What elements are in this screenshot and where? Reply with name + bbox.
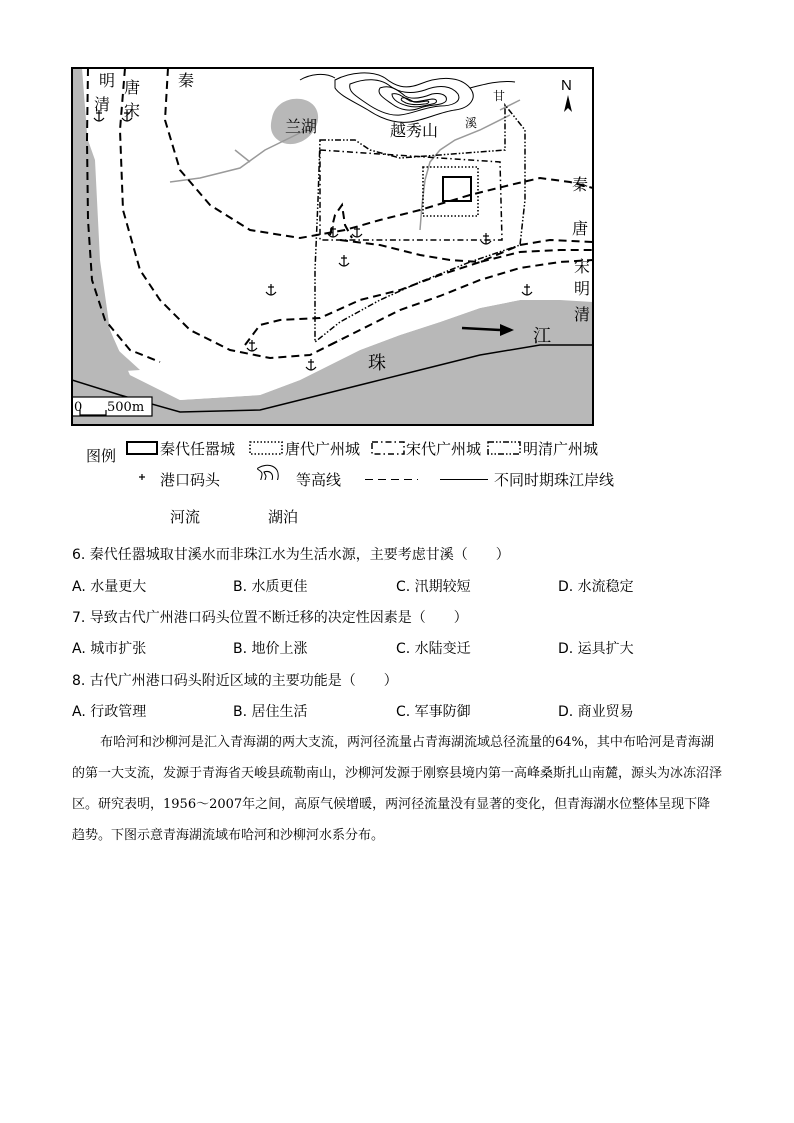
label-north: N [561,77,572,94]
label-zhu: 珠 [368,353,386,374]
label-gan: 甘 [493,89,506,103]
question-7-stem: 7. 导致古代广州港口码头位置不断迁移的决定性因素是（ ） [72,610,468,626]
question-6-stem: 6. 秦代任嚣城取甘溪水而非珠江水为生活水源，主要考虑甘溪（ ） [72,547,510,563]
legend-song-symbol [372,442,404,454]
question-7-option-a[interactable]: A. 城市扩张 [72,641,147,657]
question-8-stem: 8. 古代广州港口码头附近区域的主要功能是（ ） [72,673,398,689]
question-6-option-a[interactable]: A. 水量更大 [72,579,147,595]
question-6-option-c[interactable]: C. 汛期较短 [396,579,471,595]
legend-river: 河流 [170,508,201,526]
label-qing-right: 清 [574,305,591,324]
question-7-option-b[interactable]: B. 地价上涨 [233,641,308,657]
tang-city-outline [423,167,478,216]
question-6-option-b[interactable]: B. 水质更佳 [233,579,308,595]
label-ming-left: 明 [99,71,116,90]
legend-song-city: 宋代广州城 [406,440,482,458]
legend-contour: 等高线 [296,471,342,489]
legend-anchor-icon [137,474,147,480]
legend-tang-symbol [250,442,282,454]
label-yuexiushan: 越秀山 [390,121,439,140]
question-6-option-d[interactable]: D. 水流稳定 [558,579,634,595]
legend-tang-city: 唐代广州城 [285,440,361,458]
question-7-option-d[interactable]: D. 运具扩大 [558,641,634,657]
label-qin-left: 秦 [178,71,195,90]
label-scale: 500m [107,400,145,415]
question-8-option-a[interactable]: A. 行政管理 [72,704,147,720]
label-song-left: 宋 [124,101,141,120]
qin-city-outline [443,177,471,201]
question-8-option-b[interactable]: B. 居住生活 [233,704,308,720]
song-city-outline [320,150,502,240]
yuexiu-contours [300,73,515,122]
guangzhou-historical-map [0,0,794,480]
label-xi: 溪 [465,116,478,130]
question-8-option-d[interactable]: D. 商业贸易 [558,704,634,720]
question-8-option-c[interactable]: C. 军事防御 [396,704,471,720]
legend-title: 图例 [86,447,117,465]
label-song-right: 宋 [574,257,591,276]
legend-contour-icon [258,465,279,480]
label-lanhu: 兰湖 [285,117,318,136]
label-qing-left: 清 [94,95,111,114]
legend-lake: 湖泊 [268,508,299,526]
question-7-option-c[interactable]: C. 水陆变迁 [396,641,471,657]
legend-mingqing-symbol [488,442,520,454]
passage-text: 布哈河和沙柳河是汇入青海湖的两大支流，两河径流量占青海湖流域总径流量的64%，其中布哈河是青海湖的第一大支流，发源于青海省天峻县疏勒南山，沙柳河发源于刚察县境内第一高峰桑斯扎山南麓，源头为冰冻沼泽区。研究表明，1956～2007年之间，高原气候增暖，两河径流量没有显著的变化，但青海湖水位整体呈现下降趋势。下图示意青海湖流域布哈河和沙柳河水系分布。 [72,735,723,843]
legend-qin-symbol [127,442,157,454]
legend-mingqing-city: 明清广州城 [523,440,599,458]
legend-port: 港口码头 [160,471,221,489]
label-tang-left: 唐 [124,78,141,97]
label-jiang: 江 [533,326,551,347]
north-arrow-icon [564,95,572,112]
label-qin-right: 秦 [572,175,589,194]
label-tang-right: 唐 [572,219,589,238]
label-ming-right: 明 [574,279,591,298]
legend-shoreline: 不同时期珠江岸线 [494,471,615,489]
legend-qin-city: 秦代任嚣城 [160,440,236,458]
label-scale-zero: 0 [74,400,83,415]
